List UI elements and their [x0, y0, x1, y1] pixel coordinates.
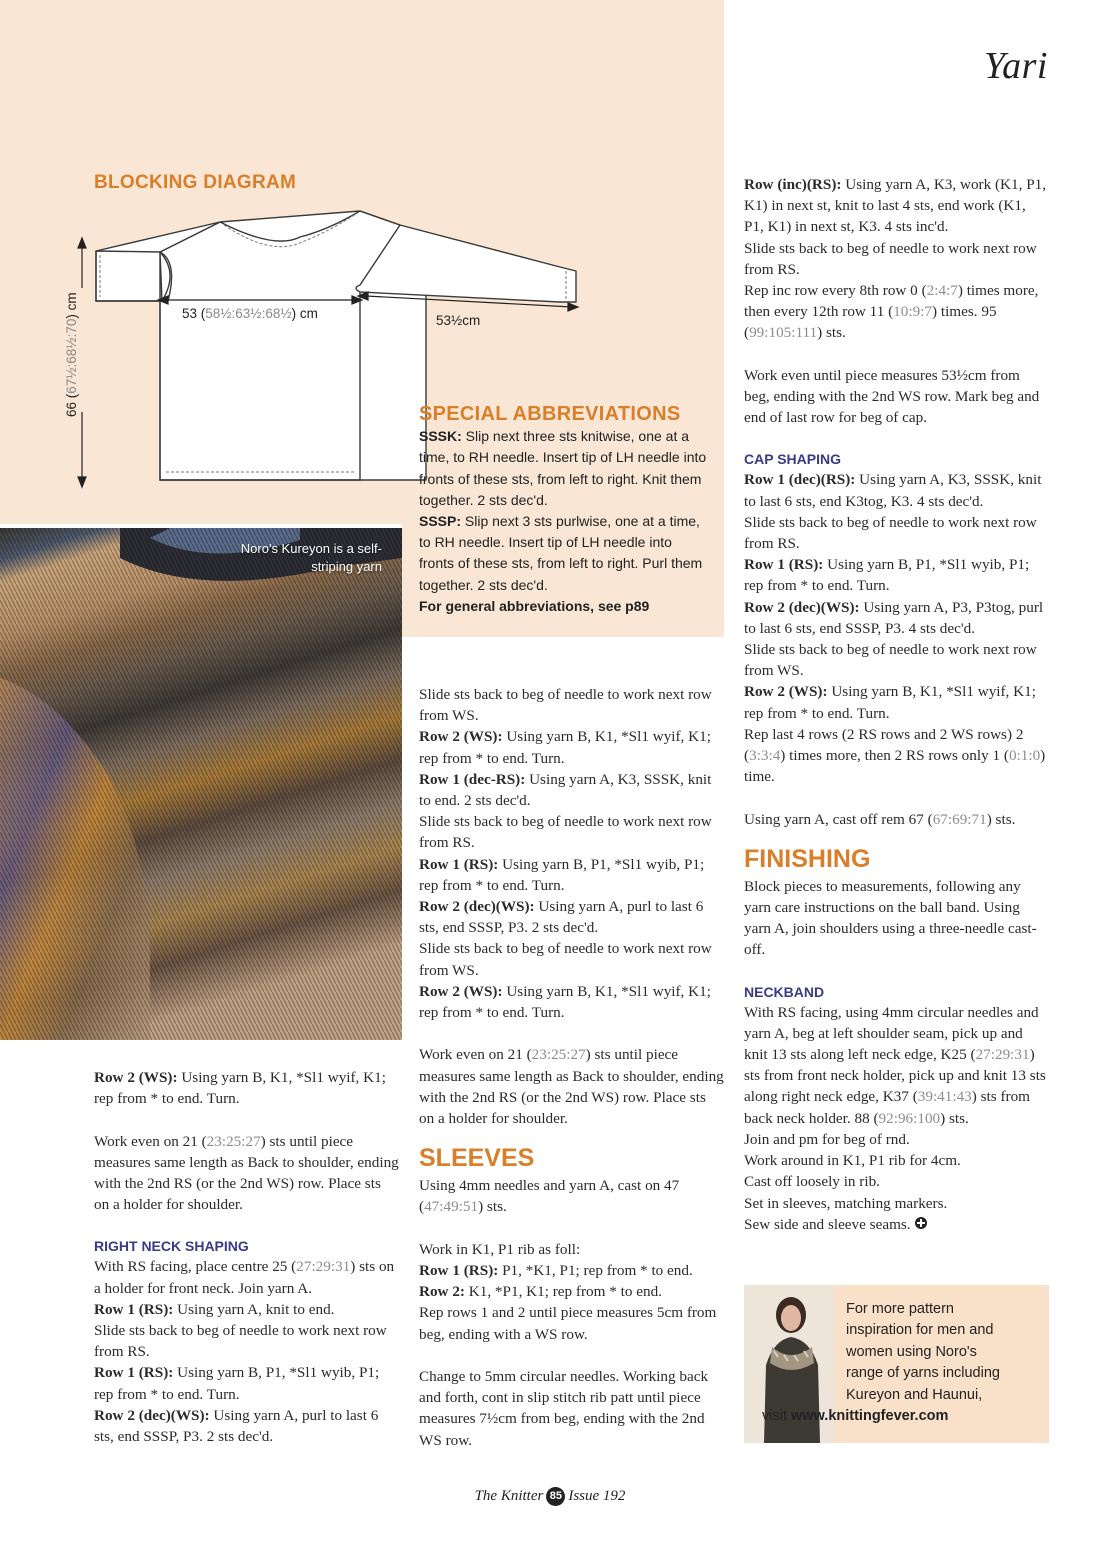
- instruction-paragraph: Work even on 21 (23:25:27) sts until piece measures same length as Back to shoulder, ending with the 2nd RS (or the 2nd WS) row. Place sts on a holder for shoulder.: [419, 1046, 724, 1128]
- instruction-row: Row 2 (dec)(WS): Using yarn A, purl to last 6 sts, end SSSP, P3. 2 sts dec'd.: [419, 898, 704, 937]
- instruction-row: Slide sts back to beg of needle to work next row from RS.: [744, 513, 1037, 553]
- pattern-title: Yari: [984, 45, 1048, 87]
- cap-shaping-heading: CAP SHAPING: [744, 451, 841, 468]
- instruction-row: Row 2 (WS): Using yarn B, K1, *Sl1 wyif, K1; rep from * to end. Turn.: [419, 982, 711, 1022]
- instruction-row: Row 1 (RS): Using yarn A, knit to end.: [94, 1300, 335, 1318]
- instruction-row: Row 2 (dec)(WS): Using yarn A, purl to last 6 sts, end SSSP, P3. 2 sts dec'd.: [94, 1406, 379, 1446]
- finishing-heading: FINISHING: [744, 844, 871, 873]
- footer-issue: Issue 192: [568, 1488, 626, 1504]
- instruction-row: Row 1 (dec)(RS): Using yarn A, K3, SSSK, knit to last 6 sts, end K3tog, K3. 4 sts dec'd.: [744, 471, 1042, 510]
- instruction-row: Set in sleeves, matching markers.: [744, 1194, 948, 1212]
- instruction-row: Row 1 (RS): Using yarn B, P1, *Sl1 wyib, P1; rep from * to end. Turn.: [744, 556, 1030, 595]
- abbreviation-sssk: SSSK: Slip next three sts knitwise, one at a time, to RH needle. Insert tip of LH needle into fronts of these sts, from left to right. Knit them together. 2 sts dec'd.: [419, 428, 707, 508]
- knittingfever-link[interactable]: www.knittingfever.com: [791, 1408, 949, 1425]
- page-number: 85: [546, 1487, 565, 1506]
- instruction-paragraph: Work even on 21 (23:25:27) sts until piece measures same length as Back to shoulder, ending with the 2nd RS (or the 2nd WS) row. Place sts on a holder for shoulder.: [94, 1132, 399, 1214]
- instruction-paragraph: Block pieces to measurements, following any yarn care instructions on the ball band. Using yarn A, join shoulders using a three-needle cast-off.: [744, 877, 1037, 959]
- instruction-paragraph: Rep inc row every 8th row 0 (2:4:7) times more, then every 12th row 11 (10:9:7) times. 95 (99:105:111) sts.: [744, 282, 1039, 342]
- instruction-row: Row 2 (WS): Using yarn B, K1, *Sl1 wyif, K1; rep from * to end. Turn.: [419, 728, 711, 767]
- promo-box: [744, 1285, 1049, 1443]
- photo-caption: Noro's Kureyon is a self-striping yarn: [240, 541, 382, 574]
- end-of-pattern-icon: [915, 1217, 927, 1229]
- instruction-row: Row 2: K1, *P1, K1; rep from * to end.: [419, 1283, 662, 1301]
- sweater-photo: [0, 528, 402, 1040]
- instruction-row: Row 2 (dec)(WS): Using yarn A, P3, P3tog, purl to last 6 sts, end SSSP, P3. 4 sts dec'd.: [744, 598, 1044, 637]
- instruction-row: Slide sts back to beg of needle to work next row from WS.: [419, 686, 712, 725]
- instruction-row: Slide sts back to beg of needle to work next row from RS.: [94, 1322, 387, 1361]
- instruction-row: Join and pm for beg of rnd.: [744, 1130, 910, 1148]
- neckband-heading: NECKBAND: [744, 983, 825, 1000]
- instruction-paragraph: Work even until piece measures 53½cm from beg, ending with the 2nd WS row. Mark beg and end of last row for beg of cap.: [744, 366, 1040, 427]
- instruction-row: Work around in K1, P1 rib for 4cm.: [744, 1152, 961, 1170]
- blocking-diagram-heading: BLOCKING DIAGRAM: [94, 172, 297, 193]
- sleeve-dimension-label: 53½cm: [436, 313, 481, 328]
- column-left: [94, 1067, 399, 1447]
- general-abbreviations-note: For general abbreviations, see p89: [419, 597, 650, 614]
- instruction-row: Row 1 (RS): P1, *K1, P1; rep from * to end.: [419, 1262, 693, 1280]
- sleeves-heading: SLEEVES: [419, 1144, 535, 1173]
- column-right: [744, 174, 1049, 1235]
- promo-text: For more pattern inspiration for men and women using Noro's range of yarns including Kureyon and Haunui, visit www.knittingfever.com: [762, 1301, 1000, 1425]
- instruction-paragraph: Rep last 4 rows (2 RS rows and 2 WS rows) 2 (3:3:4) times more, then 2 RS rows only 1 (0:1:0) time.: [744, 725, 1046, 786]
- length-dimension-label: 66 (67½:68½:70) cm: [64, 292, 79, 417]
- instruction-paragraph: Rep rows 1 and 2 until piece measures 5cm from beg, ending with a WS row.: [419, 1304, 717, 1343]
- instruction-paragraph: Using yarn A, cast off rem 67 (67:69:71) sts.: [744, 810, 1016, 828]
- instruction-row: Slide sts back to beg of needle to work next row from WS.: [419, 940, 712, 979]
- column-middle: [419, 684, 724, 1451]
- instruction-row: Row 1 (RS): Using yarn B, P1, *Sl1 wyib, P1; rep from * to end. Turn.: [94, 1364, 380, 1403]
- instruction-row: Row 2 (WS): Using yarn B, K1, *Sl1 wyif, K1; rep from * to end. Turn.: [94, 1069, 386, 1108]
- instruction-paragraph: Change to 5mm circular needles. Working back and forth, cont in slip stitch rib patt until piece measures 7½cm from beg, ending with the 2nd WS row.: [419, 1368, 709, 1449]
- special-abbreviations: [419, 404, 709, 617]
- instruction-row: Cast off loosely in rib.: [744, 1173, 880, 1191]
- instruction-paragraph: Work in K1, P1 rib as foll:: [419, 1240, 581, 1258]
- chest-dimension-label: 53 (58½:63½:68½) cm: [182, 306, 318, 321]
- instruction-row: Sew side and sleeve seams.: [744, 1214, 1049, 1235]
- instruction-paragraph: With RS facing, using 4mm circular needles and yarn A, beg at left shoulder seam, pick up and knit 13 sts along left neck edge, K25 (27:29:31) sts from front neck holder, pick up and knit 13 sts along right neck edge, K37 (39:41:43) sts from back neck holder. 88 (92:96:100) sts.: [744, 1003, 1046, 1127]
- instruction-paragraph: Using 4mm needles and yarn A, cast on 47 (47:49:51) sts.: [419, 1177, 680, 1216]
- right-neck-shaping-heading: RIGHT NECK SHAPING: [94, 1238, 249, 1255]
- instruction-row: Row (inc)(RS): Using yarn A, K3, work (K1, P1, K1) in next st, knit to last 4 sts, end work (K1, P1, K1) in next st, K3. 4 sts inc'd.: [744, 176, 1047, 236]
- instruction-row: Row 2 (WS): Using yarn B, K1, *Sl1 wyif, K1; rep from * to end. Turn.: [744, 683, 1036, 722]
- instruction-row: Slide sts back to beg of needle to work next row from WS.: [744, 641, 1037, 680]
- instruction-row: Slide sts back to beg of needle to work next row from RS.: [744, 239, 1037, 278]
- footer-publication: The Knitter: [474, 1488, 544, 1504]
- instruction-row: Row 1 (dec-RS): Using yarn A, K3, SSSK, knit to end. 2 sts dec'd.: [419, 770, 712, 810]
- page-footer: [0, 1487, 1100, 1506]
- special-abbreviations-heading: SPECIAL ABBREVIATIONS: [419, 403, 681, 425]
- abbreviation-sssp: SSSP: Slip next 3 sts purlwise, one at a time, to RH needle. Insert tip of LH needle into fronts of these sts, from left to right. Purl them together. 2 sts dec'd.: [419, 513, 703, 593]
- instruction-row: Row 1 (RS): Using yarn B, P1, *Sl1 wyib, P1; rep from * to end. Turn.: [419, 855, 705, 894]
- instruction-paragraph: With RS facing, place centre 25 (27:29:31) sts on a holder for front neck. Join yarn A.: [94, 1258, 395, 1297]
- instruction-row: Slide sts back to beg of needle to work next row from RS.: [419, 813, 712, 852]
